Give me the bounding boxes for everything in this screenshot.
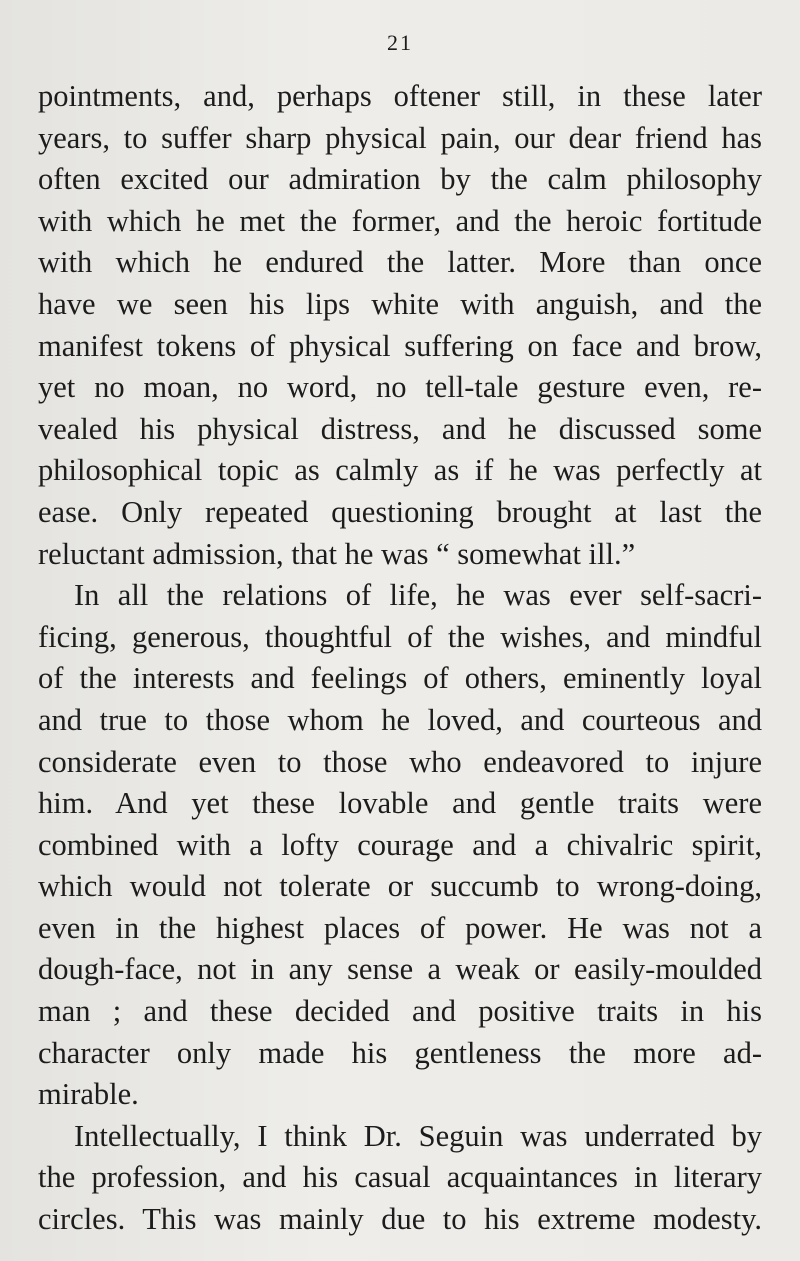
page-number: 21 [387, 30, 413, 55]
text-line: character only made his gentleness the more ad- [38, 1035, 762, 1070]
text-line: reluctant admission, that he was “ somewhat ill.” [38, 536, 636, 571]
text-line: mirable. [38, 1077, 139, 1112]
text-line: the profession, and his casual acquaintances in literary [38, 1160, 762, 1195]
text-line: have we seen his lips white with anguish, and the [38, 286, 762, 321]
text-line: often excited our admiration by the calm philosophy [38, 162, 762, 197]
text-line: ease. Only repeated questioning brought at last the [38, 494, 762, 529]
text-line: yet no moan, no word, no tell-tale gesture even, re- [38, 370, 762, 405]
text-line: vealed his physical distress, and he discussed some [38, 411, 762, 446]
text-line: ficing, generous, thoughtful of the wishes, and mindful [38, 619, 762, 654]
text-line: him. And yet these lovable and gentle traits were [38, 786, 762, 821]
text-line: years, to suffer sharp physical pain, our dear friend has [38, 120, 762, 155]
text-line: combined with a lofty courage and a chivalric spirit, [38, 827, 762, 862]
text-line: dough-face, not in any sense a weak or easily-moulded [38, 952, 762, 987]
text-line: of the interests and feelings of others, eminently loyal [38, 661, 762, 696]
text-line: considerate even to those who endeavored to injure [38, 744, 762, 779]
text-line: man ; and these decided and positive traits in his [38, 994, 762, 1029]
text-line: In all the relations of life, he was ever self-sacri- [74, 578, 762, 613]
text-line: which would not tolerate or succumb to wrong-doing, [38, 869, 762, 904]
text-line: with which he met the former, and the heroic fortitude [38, 203, 762, 238]
text-line: philosophical topic as calmly as if he was perfectly at [38, 453, 762, 488]
text-line: pointments, and, perhaps oftener still, in these later [38, 79, 762, 113]
text-line: even in the highest places of power. He was not a [38, 910, 762, 945]
text-line: and true to those whom he loved, and courteous and [38, 702, 762, 737]
text-line: manifest tokens of physical suffering on face and brow, [38, 328, 762, 363]
body-text [38, 76, 762, 1241]
text-line: circles. This was mainly due to his extreme modesty. [38, 1202, 762, 1237]
text-line: Intellectually, I think Dr. Seguin was underrated by [74, 1118, 762, 1153]
text-line: with which he endured the latter. More than once [38, 245, 762, 280]
